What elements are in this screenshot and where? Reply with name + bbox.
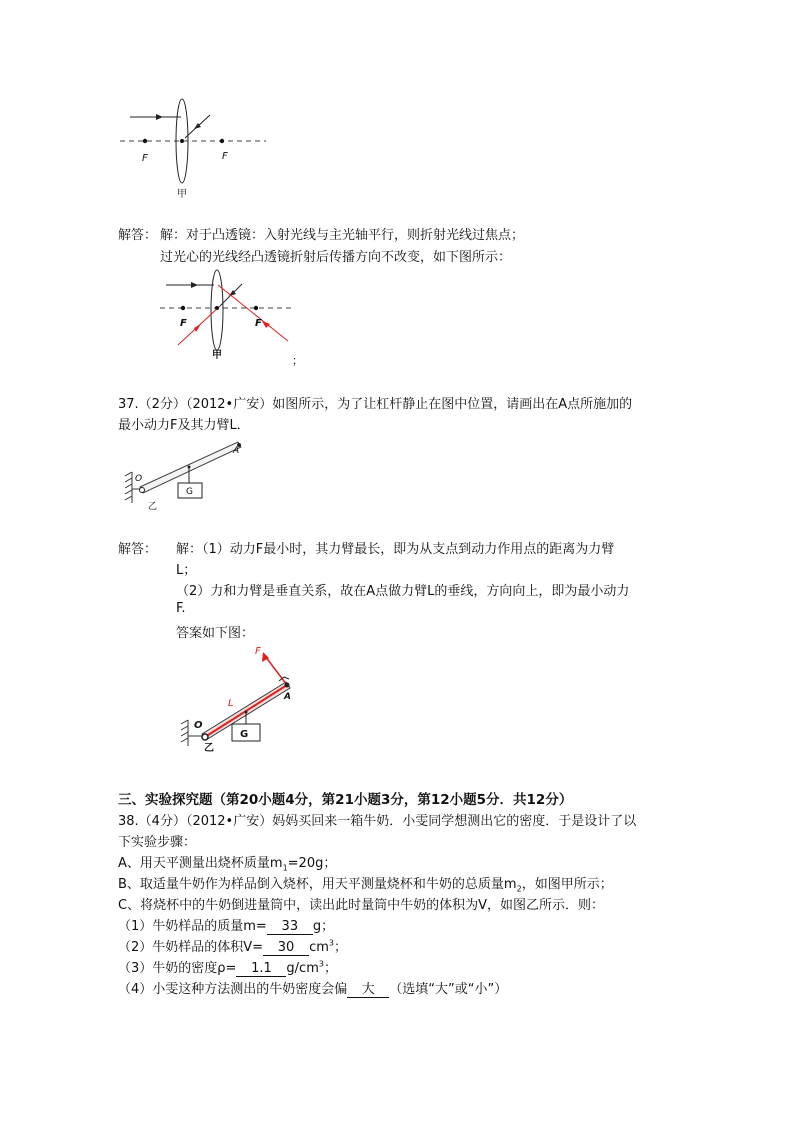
refracted-ray-through-focus [218, 285, 288, 341]
figure-caption: 甲 [177, 189, 187, 200]
focus-point-right [220, 139, 224, 143]
focus-label-right: F [222, 151, 228, 162]
answer-blank: 1.1 [236, 962, 286, 977]
label-o: O [135, 474, 143, 484]
incident-ray-parallel [166, 282, 214, 288]
focus-label-right: F [255, 318, 262, 329]
answer-line-4: （4）小雯这种方法测出的牛奶密度会偏 大 （选填“大”或“小”） [118, 982, 508, 997]
answer-text: F. [176, 601, 186, 616]
force-f-arrow [262, 652, 287, 685]
answer-label: 解答： [118, 542, 158, 557]
question-text: 最小动力F及其力臂L． [118, 418, 250, 433]
label-l: L [228, 698, 234, 709]
step-b: B、取适量牛奶作为样品倒入烧杯，用天平测量烧杯和牛奶的总质量$m_2$，如图甲所示； [118, 877, 613, 894]
label-f: F [255, 646, 261, 657]
label-a: A [284, 692, 291, 702]
answer-label: 解答： [118, 228, 158, 243]
focus-point-left [181, 306, 185, 310]
lens-answer-figure [158, 266, 308, 366]
question-text: 38.（4分）（2012•广安）妈妈买回来一箱牛奶．小雯同学想测出它的密度．于是设计了以 [118, 814, 637, 829]
optical-center [215, 306, 219, 310]
step-a: A、用天平测量出烧杯质量$m_1=20g$； [118, 856, 337, 873]
focus-label-left: F [142, 153, 148, 164]
pivot-o [140, 488, 145, 493]
optical-center [180, 139, 184, 143]
figure-caption: 甲 [212, 350, 222, 361]
answer-text: 过光心的光线经凸透镜折射后传播方向不改变，如下图所示： [160, 250, 512, 265]
label-o: O [194, 720, 203, 731]
section-title: 三、实验探究题（第20小题4分，第21小题3分，第12小题5分．共12分） [118, 792, 573, 808]
figure-suffix: ； [292, 354, 303, 367]
pivot-o [202, 734, 208, 740]
label-g: G [186, 487, 193, 497]
lens-question-figure [118, 96, 268, 201]
answer-text: 解：对于凸透镜：入射光线与主光轴平行，则折射光线过焦点； [160, 228, 525, 243]
focus-point-right [254, 306, 258, 310]
answer-text: L； [176, 563, 197, 578]
figure-caption: 乙 [204, 743, 214, 754]
answer-line-1: （1）牛奶样品的质量m= 33 g； [118, 919, 335, 934]
answer-blank: 33 [267, 920, 313, 935]
figure-caption: 乙 [148, 502, 158, 512]
point-a [285, 683, 290, 688]
answer-text: （2）力和力臂是垂直关系，故在A点做力臂L的垂线，方向向上，即为最小动力 [176, 584, 630, 599]
answer-text: 解：（1）动力F最小时，其力臂最长，即为从支点到动力作用点的距离为力臂 [176, 542, 615, 557]
step-c: C、将烧杯中的牛奶倒进量筒中，读出此时量筒中牛奶的体积为V，如图乙所示．则： [118, 898, 604, 913]
incident-ray-parallel [130, 114, 181, 120]
lever-answer-figure [176, 642, 306, 757]
question-text: 37.（2分）（2012•广安）如图所示，为了让杠杆静止在图中位置，请画出在A点所施加的 [118, 397, 633, 412]
focus-label-left: F [180, 318, 187, 329]
lever-question-figure [120, 437, 255, 515]
question-text: 下实验步骤： [118, 835, 197, 850]
answer-blank: 30 [263, 941, 309, 956]
answer-line-2: （2）牛奶样品的体积V= 30 $cm^3$； [118, 938, 347, 955]
incident-ray-center [185, 115, 210, 138]
answer-blank: 大 [347, 983, 389, 998]
label-a: A [233, 446, 240, 456]
label-g: G [240, 729, 249, 740]
focus-point-left [143, 139, 147, 143]
answer-text: 答案如下图： [176, 626, 255, 641]
answer-line-3: （3）牛奶的密度ρ= 1.1 $g/cm^3$； [118, 959, 337, 976]
